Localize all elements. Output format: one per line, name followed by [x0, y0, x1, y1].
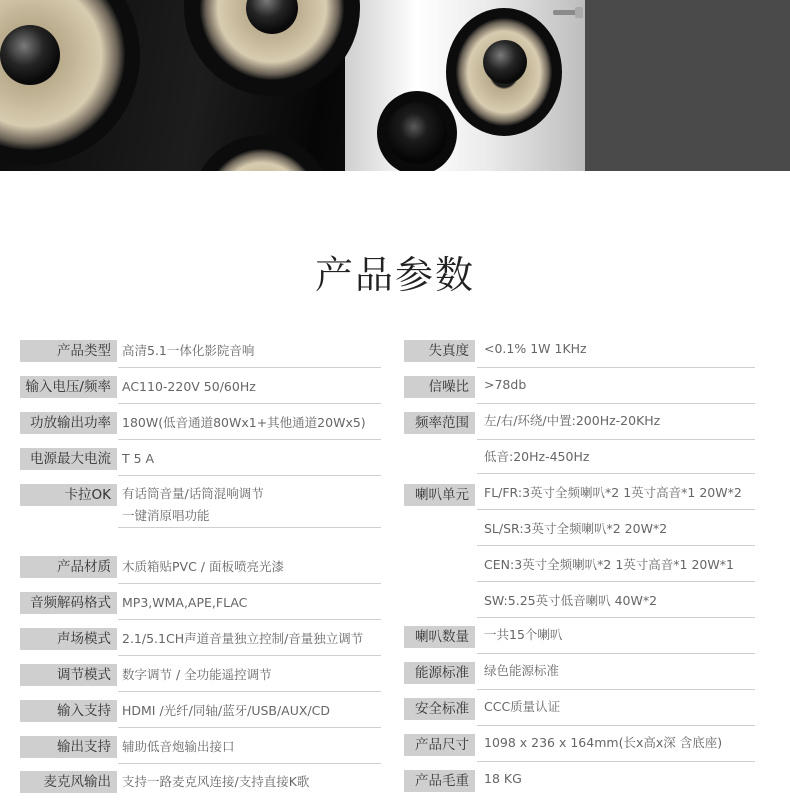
spec-value-line4: SW:5.25英寸低音喇叭 40W*2	[484, 593, 658, 608]
spec-label: 音频解码格式	[20, 592, 117, 614]
spec-value: 18 KG	[484, 771, 522, 786]
spec-label: 调节模式	[20, 664, 117, 686]
spec-value: MP3,WMA,APE,FLAC	[122, 595, 248, 610]
spec-divider	[118, 619, 381, 620]
page-title: 产品参数	[314, 253, 475, 297]
spec-value: 木质箱贴PVC / 面板喷亮光漆	[122, 559, 284, 574]
spec-label: 电源最大电流	[20, 448, 117, 470]
spec-label: 卡拉OK	[20, 484, 117, 506]
spec-value: FL/FR:3英寸全频喇叭*2 1英寸高音*1 20W*2	[484, 485, 742, 500]
spec-divider	[477, 545, 755, 546]
spec-label: 功放输出功率	[20, 412, 117, 434]
spec-label: 输出支持	[20, 736, 117, 758]
spec-label: 产品材质	[20, 556, 117, 578]
spec-divider	[118, 583, 381, 584]
spec-value: 2.1/5.1CH声道音量独立控制/音量独立调节	[122, 631, 364, 646]
spec-divider	[118, 475, 381, 476]
spec-label: 麦克风输出	[20, 771, 117, 793]
spec-value: 左/右/环绕/中置:200Hz-20KHz	[484, 413, 661, 428]
spec-divider	[118, 367, 381, 368]
spec-divider	[477, 761, 755, 762]
spec-label: 信噪比	[404, 376, 475, 398]
spec-label: 产品类型	[20, 340, 117, 362]
spec-value-line2: 低音:20Hz-450Hz	[484, 449, 590, 464]
spec-value: 绿色能源标准	[484, 663, 560, 678]
spec-divider	[118, 439, 381, 440]
spec-divider	[118, 655, 381, 656]
spec-divider	[118, 727, 381, 728]
spec-label: 能源标准	[404, 662, 475, 684]
spec-label: 安全标准	[404, 698, 475, 720]
speaker-drivers-illustration	[0, 0, 790, 171]
spec-divider	[477, 367, 755, 368]
spec-divider	[118, 691, 381, 692]
spec-divider	[477, 581, 755, 582]
spec-divider	[477, 509, 755, 510]
spec-divider	[477, 473, 755, 474]
spec-value: 一共15个喇叭	[484, 627, 563, 642]
spec-divider	[118, 403, 381, 404]
spec-label: 产品毛重	[404, 770, 475, 792]
spec-divider	[477, 689, 755, 690]
spec-value: 高清5.1一体化影院音响	[122, 343, 255, 358]
spec-label: 产品尺寸	[404, 734, 475, 756]
spec-value: CCC质量认证	[484, 699, 561, 714]
spec-value: 1098 x 236 x 164mm(长x高x深 含底座)	[484, 735, 723, 750]
spec-value: 辅助低音炮输出接口	[122, 739, 235, 754]
spec-divider	[118, 527, 381, 528]
spec-value: <0.1% 1W 1KHz	[484, 341, 587, 356]
spec-divider	[477, 653, 755, 654]
spec-label: 输入支持	[20, 700, 117, 722]
spec-label: 频率范围	[404, 412, 475, 434]
spec-label: 声场模式	[20, 628, 117, 650]
spec-divider	[118, 763, 381, 764]
spec-value: AC110-220V 50/60Hz	[122, 379, 256, 394]
spec-value-line2: 一键消原唱功能	[122, 508, 210, 523]
spec-value-line3: CEN:3英寸全频喇叭*2 1英寸高音*1 20W*1	[484, 557, 734, 572]
spec-label: 喇叭单元	[404, 484, 475, 506]
spec-divider	[477, 725, 755, 726]
spec-divider	[477, 617, 755, 618]
spec-value: 支持一路麦克风连接/支持直接K歌	[122, 774, 310, 789]
spec-label: 喇叭数量	[404, 626, 475, 648]
spec-value: 180W(低音通道80Wx1+其他通道20Wx5)	[122, 415, 366, 430]
spec-value: HDMI /光纤/同轴/蓝牙/USB/AUX/CD	[122, 703, 331, 718]
spec-value: 数字调节 / 全功能遥控调节	[122, 667, 272, 682]
spec-value-line2: SL/SR:3英寸全频喇叭*2 20W*2	[484, 521, 668, 536]
spec-divider	[477, 403, 755, 404]
spec-value: T 5 A	[122, 451, 155, 466]
spec-label: 输入电压/频率	[20, 376, 117, 398]
spec-divider	[477, 439, 755, 440]
spec-label: 失真度	[404, 340, 475, 362]
spec-value: 有话筒音量/话筒混响调节	[122, 486, 264, 501]
hero-speaker-photo	[0, 0, 790, 171]
spec-value: >78db	[484, 377, 527, 392]
